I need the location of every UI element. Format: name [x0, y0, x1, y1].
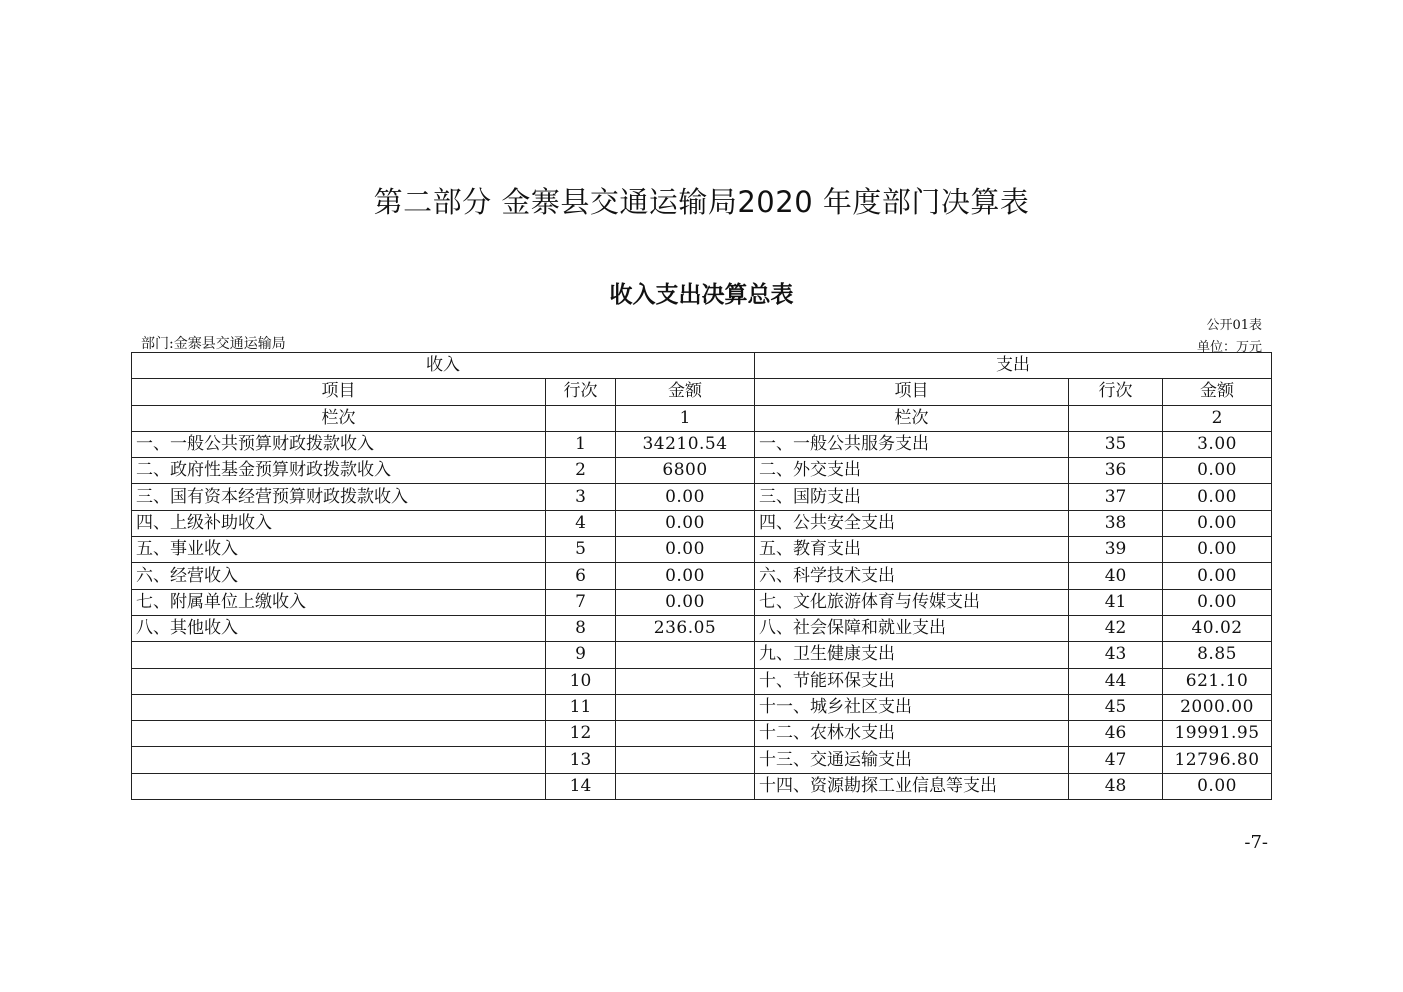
- income-amount-cell: [616, 694, 755, 720]
- table-row: [132, 721, 1272, 747]
- form-number: 公开01表: [1206, 318, 1262, 333]
- expense-item-cell: 二、外交支出: [755, 458, 1069, 484]
- expense-amount-cell: 0.00: [1163, 773, 1272, 799]
- expense-col-index: 2: [1163, 405, 1272, 431]
- expense-rowno-cell: 37: [1069, 484, 1163, 510]
- budget-table: [131, 352, 1272, 800]
- expense-col-label: 栏次: [755, 405, 1069, 431]
- income-rowno-cell: 9: [546, 642, 616, 668]
- expense-amount-cell: 2000.00: [1163, 694, 1272, 720]
- income-amount-cell: [616, 721, 755, 747]
- expense-item-cell: 四、公共安全支出: [755, 510, 1069, 536]
- table-row: [132, 431, 1272, 457]
- expense-amount-header: 金额: [1163, 379, 1272, 405]
- income-amount-cell: [616, 747, 755, 773]
- income-amount-cell: [616, 668, 755, 694]
- expense-rowno-cell: 45: [1069, 694, 1163, 720]
- income-rowno-cell: 1: [546, 431, 616, 457]
- income-amount-cell: [616, 642, 755, 668]
- expense-col-empty: [1069, 405, 1163, 431]
- income-amount-cell: 34210.54: [616, 431, 755, 457]
- income-rowno-cell: 8: [546, 615, 616, 641]
- expense-rowno-cell: 35: [1069, 431, 1163, 457]
- page-number: -7-: [1244, 832, 1268, 853]
- table-row: [132, 642, 1272, 668]
- table-row: [132, 484, 1272, 510]
- expense-amount-cell: 3.00: [1163, 431, 1272, 457]
- expense-item-cell: 三、国防支出: [755, 484, 1069, 510]
- expense-item-cell: 十四、资源勘探工业信息等支出: [755, 773, 1069, 799]
- table-row: [132, 747, 1272, 773]
- income-item-cell: [132, 773, 546, 799]
- expense-header: 支出: [755, 353, 1272, 379]
- expense-rowno-cell: 41: [1069, 589, 1163, 615]
- income-amount-cell: 0.00: [616, 563, 755, 589]
- expense-rowno-cell: 46: [1069, 721, 1163, 747]
- expense-amount-cell: 0.00: [1163, 563, 1272, 589]
- expense-rowno-cell: 39: [1069, 537, 1163, 563]
- income-amount-cell: 0.00: [616, 510, 755, 536]
- table-title: 收入支出决算总表: [609, 282, 794, 308]
- expense-item-cell: 一、一般公共服务支出: [755, 431, 1069, 457]
- income-rowno-cell: 2: [546, 458, 616, 484]
- income-item-cell: [132, 642, 546, 668]
- column-index-row: [132, 405, 1272, 431]
- income-item-cell: [132, 694, 546, 720]
- expense-rowno-cell: 47: [1069, 747, 1163, 773]
- income-amount-cell: 0.00: [616, 537, 755, 563]
- expense-amount-cell: 12796.80: [1163, 747, 1272, 773]
- expense-rowno-cell: 48: [1069, 773, 1163, 799]
- expense-rowno-header: 行次: [1069, 379, 1163, 405]
- table-row: [132, 537, 1272, 563]
- income-amount-cell: 0.00: [616, 484, 755, 510]
- income-col-empty: [546, 405, 616, 431]
- income-item-cell: 八、其他收入: [132, 615, 546, 641]
- expense-item-cell: 十二、农林水支出: [755, 721, 1069, 747]
- expense-item-cell: 十一、城乡社区支出: [755, 694, 1069, 720]
- income-col-index: 1: [616, 405, 755, 431]
- income-rowno-cell: 5: [546, 537, 616, 563]
- expense-amount-cell: 8.85: [1163, 642, 1272, 668]
- department-label: 部门:金寨县交通运输局: [141, 336, 286, 352]
- expense-rowno-cell: 38: [1069, 510, 1163, 536]
- income-item-header: 项目: [132, 379, 546, 405]
- income-item-cell: 四、上级补助收入: [132, 510, 546, 536]
- table-row: [132, 510, 1272, 536]
- income-amount-header: 金额: [616, 379, 755, 405]
- expense-amount-cell: 0.00: [1163, 510, 1272, 536]
- income-item-cell: [132, 721, 546, 747]
- income-item-cell: [132, 747, 546, 773]
- income-header: 收入: [132, 353, 755, 379]
- expense-rowno-cell: 40: [1069, 563, 1163, 589]
- expense-rowno-cell: 36: [1069, 458, 1163, 484]
- income-item-cell: 二、政府性基金预算财政拨款收入: [132, 458, 546, 484]
- expense-amount-cell: 0.00: [1163, 537, 1272, 563]
- table-row: [132, 563, 1272, 589]
- income-rowno-header: 行次: [546, 379, 616, 405]
- income-amount-cell: 0.00: [616, 589, 755, 615]
- income-item-cell: 三、国有资本经营预算财政拨款收入: [132, 484, 546, 510]
- income-rowno-cell: 4: [546, 510, 616, 536]
- expense-item-cell: 九、卫生健康支出: [755, 642, 1069, 668]
- income-amount-cell: 6800: [616, 458, 755, 484]
- expense-amount-cell: 0.00: [1163, 484, 1272, 510]
- income-item-cell: 五、事业收入: [132, 537, 546, 563]
- column-header-row: [132, 379, 1272, 405]
- expense-item-cell: 五、教育支出: [755, 537, 1069, 563]
- expense-amount-cell: 40.02: [1163, 615, 1272, 641]
- income-amount-cell: 236.05: [616, 615, 755, 641]
- expense-item-cell: 八、社会保障和就业支出: [755, 615, 1069, 641]
- expense-rowno-cell: 42: [1069, 615, 1163, 641]
- expense-item-header: 项目: [755, 379, 1069, 405]
- income-item-cell: [132, 668, 546, 694]
- income-rowno-cell: 7: [546, 589, 616, 615]
- table-row: [132, 458, 1272, 484]
- income-rowno-cell: 3: [546, 484, 616, 510]
- expense-rowno-cell: 44: [1069, 668, 1163, 694]
- unit-label: 单位：万元: [1196, 340, 1262, 355]
- income-rowno-cell: 11: [546, 694, 616, 720]
- table-row: [132, 589, 1272, 615]
- expense-item-cell: 七、文化旅游体育与传媒支出: [755, 589, 1069, 615]
- expense-rowno-cell: 43: [1069, 642, 1163, 668]
- table-row: [132, 668, 1272, 694]
- income-rowno-cell: 12: [546, 721, 616, 747]
- expense-amount-cell: 19991.95: [1163, 721, 1272, 747]
- expense-amount-cell: 621.10: [1163, 668, 1272, 694]
- income-rowno-cell: 6: [546, 563, 616, 589]
- expense-item-cell: 十、节能环保支出: [755, 668, 1069, 694]
- income-rowno-cell: 10: [546, 668, 616, 694]
- table-header-row: [132, 353, 1272, 379]
- expense-item-cell: 六、科学技术支出: [755, 563, 1069, 589]
- table-row: [132, 773, 1272, 799]
- page-title: 第二部分 金寨县交通运输局2020 年度部门决算表: [373, 185, 1030, 219]
- income-col-label: 栏次: [132, 405, 546, 431]
- income-rowno-cell: 13: [546, 747, 616, 773]
- income-amount-cell: [616, 773, 755, 799]
- expense-amount-cell: 0.00: [1163, 589, 1272, 615]
- table-row: [132, 694, 1272, 720]
- expense-item-cell: 十三、交通运输支出: [755, 747, 1069, 773]
- income-item-cell: 六、经营收入: [132, 563, 546, 589]
- income-item-cell: 七、附属单位上缴收入: [132, 589, 546, 615]
- table-row: [132, 615, 1272, 641]
- income-item-cell: 一、一般公共预算财政拨款收入: [132, 431, 546, 457]
- expense-amount-cell: 0.00: [1163, 458, 1272, 484]
- income-rowno-cell: 14: [546, 773, 616, 799]
